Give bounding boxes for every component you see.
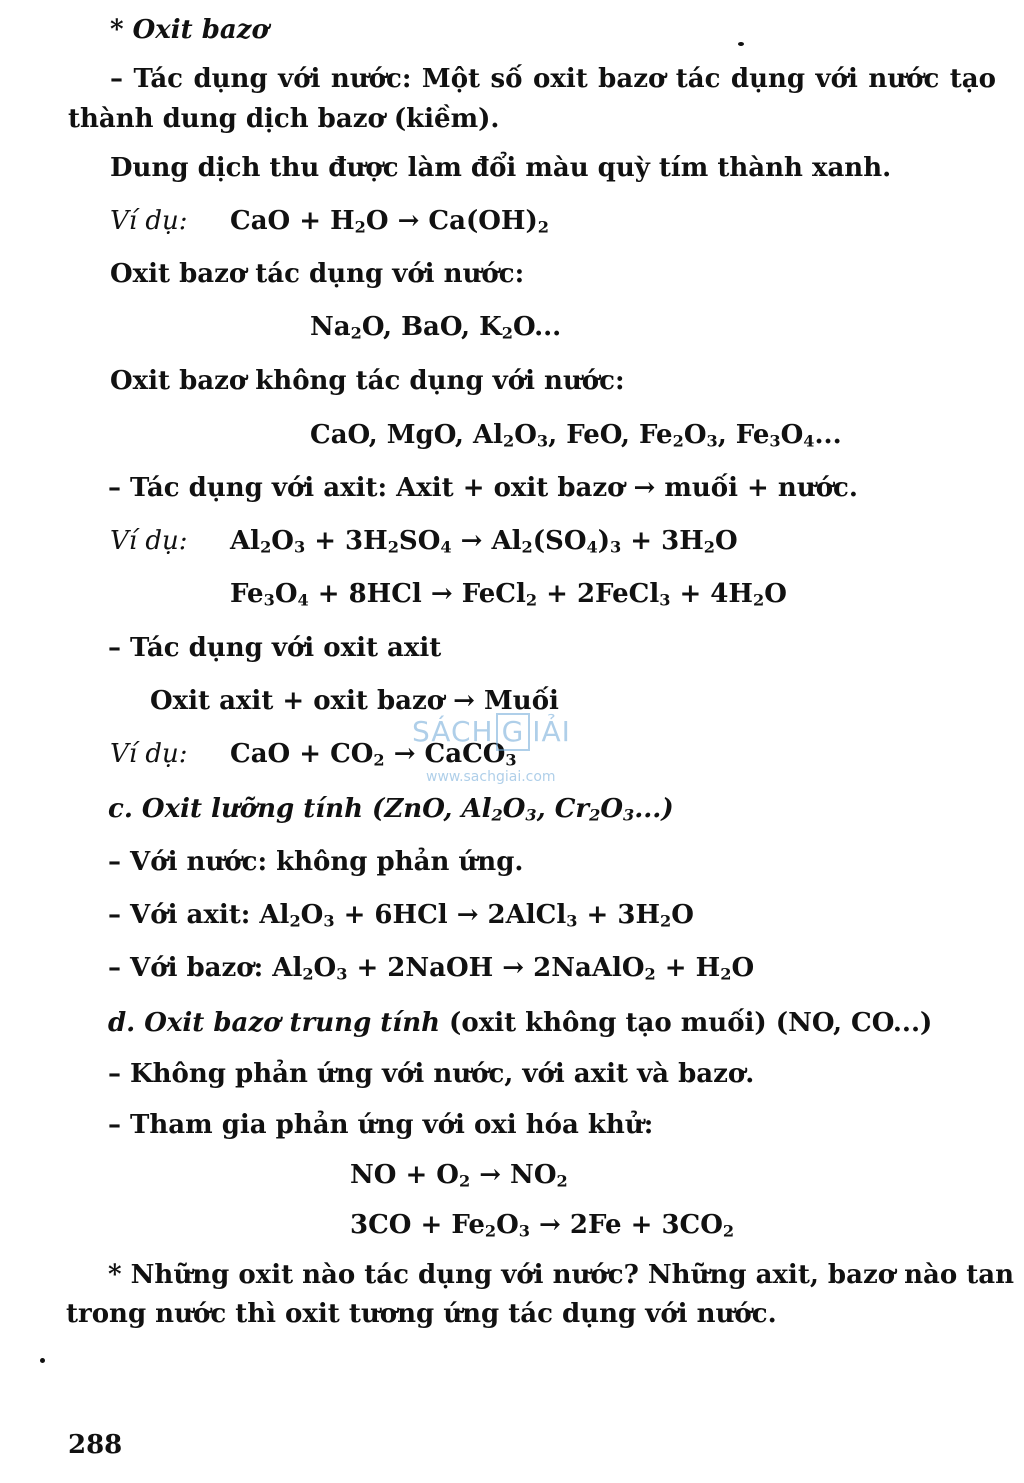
watermark-url: www.sachgiai.com (426, 769, 556, 785)
basic-oxide-heading: * Oxit bazơ (110, 15, 269, 45)
neutral-eq2: $3CO + Fe_2O_3 \to 2Fe + 3CO_2$ (350, 1210, 735, 1241)
page-number: 288 (68, 1430, 123, 1460)
neutral-redox: – Tham gia phản ứng với oxi hóa khử: (108, 1110, 654, 1140)
question-line1: * Những oxit nào tác dụng với nước? Những axit, bazơ nào tan (108, 1260, 1015, 1290)
example-label: Ví dụ: (110, 206, 188, 236)
scan-speck (738, 42, 744, 46)
amphoteric-base: – Với bazơ: $Al_2O_3$ + 2NaOH → 2NaAlO$_2$ + $H_2O$ (108, 953, 755, 984)
equation: CaO + $CO_2$ → CaCO$_3$ (230, 739, 517, 770)
amphoteric-heading: c. Oxit lưỡng tính (ZnO, $Al_2O_3$, $Cr_2O_3$...) (108, 794, 674, 825)
question-line2: trong nước thì oxit tương ứng tác dụng với nước. (66, 1299, 777, 1329)
litmus-line: Dung dịch thu được làm đổi màu quỳ tím thành xanh. (110, 153, 892, 183)
neutral-heading: d. Oxit bazơ trung tính (oxit không tạo muối) (NO, CO...) (108, 1008, 933, 1038)
example-label: Ví dụ: (110, 526, 188, 556)
acid-reaction-line: – Tác dụng với axit: Axit + oxit bazơ → muối + nước. (108, 473, 858, 503)
scan-speck (40, 1358, 45, 1363)
watermark-logo: SÁCH G IẢI www.sachgiai.com (412, 715, 571, 785)
reacts-list: $Na_2O$, BaO, $K_2O$... (310, 312, 562, 343)
amphoteric-acid: – Với axit: $Al_2O_3 + 6HCl$ → 2AlCl$_3$ + $3H_2O$ (108, 900, 694, 931)
not-react-label: Oxit bazơ không tác dụng với nước: (110, 366, 625, 396)
acidic-oxide-rule: Oxit axit + oxit bazơ → Muối (150, 686, 559, 716)
water-reaction-line1: – Tác dụng với nước: Một số oxit bazơ tác dụng với nước tạo (110, 64, 996, 94)
equation: $Al_2O_3 + 3H_2SO_4 \to Al_2(SO_4)_3 + 3H_2O$ (230, 526, 738, 557)
acid-example-2: $Fe_3O_4 + 8HCl$ → FeCl$_2$ + 2FeCl$_3$ + $4H_2O$ (230, 579, 787, 610)
acidic-oxide-line: – Tác dụng với oxit axit (108, 633, 442, 663)
amphoteric-water: – Với nước: không phản ứng. (108, 847, 524, 877)
neutral-eq1: NO + $O_2 \to NO_2$ (350, 1160, 568, 1191)
neutral-no-react: – Không phản ứng với nước, với axit và bazơ. (108, 1059, 755, 1089)
not-react-list: CaO, MgO, $Al_2O_3$, FeO, $Fe_2O_3$, $Fe_3O_4$... (310, 420, 842, 451)
acid-example-1 (110, 524, 910, 558)
equation: CaO + $H_2O \to Ca(OH)_2$ (230, 206, 549, 237)
example-label: Ví dụ: (110, 739, 188, 769)
reacts-label: Oxit bazơ tác dụng với nước: (110, 259, 525, 289)
water-reaction-line2: thành dung dịch bazơ (kiềm). (68, 104, 500, 134)
water-example (110, 204, 910, 238)
